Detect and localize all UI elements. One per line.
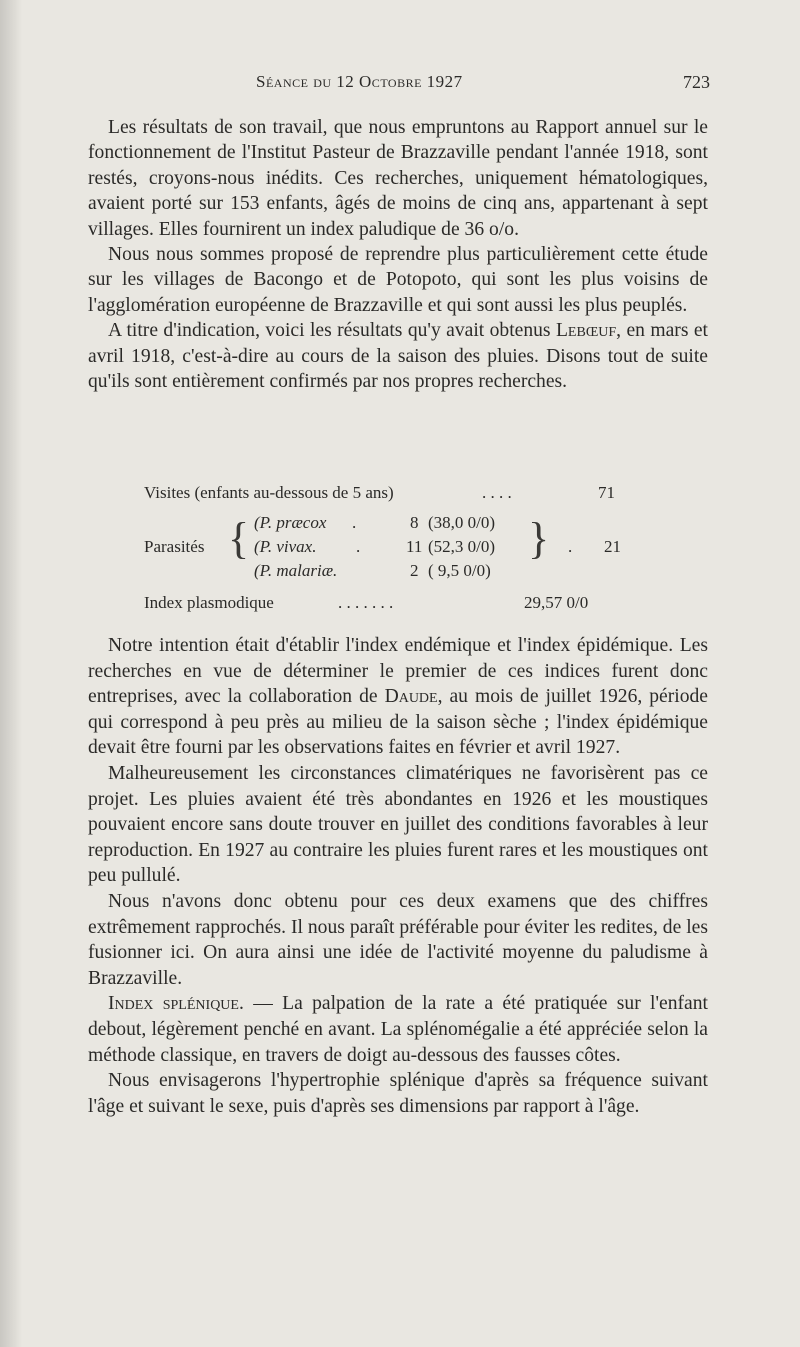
body-text-bottom xyxy=(88,633,708,1119)
paragraph-3 xyxy=(88,318,708,394)
visits-row xyxy=(144,483,615,503)
paragraph-6: Nous n'avons donc obtenu pour ces deux examens que des chiffres extrêmement rapprochés. Il nous paraît préférable pour éviter les redites, de les fusionner ici. On aura ainsi une idée de l'activité moyenne du paludisme à Brazzaville. xyxy=(88,890,708,989)
paragraph-4-text-b: , au mois de juillet 1926, période qui correspond à peu près au milieu de la saison sèche ; l'index épidémique devait être fourni par les observations faites en février et avril 1927. xyxy=(88,686,709,759)
index-value: 29,57 0/0 xyxy=(524,593,589,612)
visits-label: Visites (enfants au-dessous de 5 ans) xyxy=(144,483,394,502)
left-brace-glyph: { xyxy=(228,514,250,563)
running-head: Séance du 12 Octobre 1927 xyxy=(256,72,463,91)
species-name: (P. præcox xyxy=(254,513,327,532)
paragraph-2: Nous nous sommes proposé de reprendre plus particulièrement cette étude sur les villages de Bacongo et de Potopoto, qui sont les plus voisins de l'agglomération européenne de Brazzaville et qui sont aussi les plus peuplés. xyxy=(88,244,708,316)
visits-value: 71 xyxy=(598,483,615,502)
species-dot: . xyxy=(356,537,361,556)
species-count: 8 xyxy=(410,513,419,532)
species-row xyxy=(254,537,316,557)
index-row xyxy=(144,593,274,613)
paragraph-7 xyxy=(88,991,708,1068)
section-heading-index-splenique: Index splénique. xyxy=(108,993,244,1015)
author-daude: Daude xyxy=(384,686,438,708)
species-dot: . xyxy=(352,513,357,532)
page-edge-shadow xyxy=(0,0,22,1347)
paragraph-4-text-a: Notre intention était d'établir l'index endémique et l'index épidémique. Les recherches en vue de déterminer le premier de ces indices furent donc entreprises, avec la collaboration de xyxy=(88,635,708,708)
index-dots: . . . . . . . xyxy=(338,593,394,612)
species-row xyxy=(254,513,326,533)
paragraph-4 xyxy=(88,633,708,761)
author-leboeuf: Lebœuf xyxy=(555,320,617,342)
paragraph-3-text-b: , en mars et avril 1918, c'est-à-dire au cours de la saison des pluies. Disons tout de suite qu'ils sont entièrement confirmés par nos propres recherches. xyxy=(88,320,708,393)
paragraph-5: Malheureusement les circonstances climatériques ne favorisèrent pas ce projet. Les pluies avaient été très abondantes en 1926 et les moustiques pouvaient encore sans doute trouver en juillet des conditions favorables à leur reproduction. En 1927 au contraire les pluies furent rares et les moustiques ont peu pullulé. xyxy=(88,762,708,887)
species-pct: (52,3 0/0) xyxy=(428,537,496,556)
species-pct: (38,0 0/0) xyxy=(428,513,496,532)
visits-dots: . . . . xyxy=(482,483,512,502)
species-name: (P. malariæ. xyxy=(254,561,338,580)
paragraph-3-text-a: A titre d'indication, voici les résultats qu'y avait obtenus xyxy=(108,320,551,342)
paragraph-8: Nous envisagerons l'hypertrophie splénique d'après sa fréquence suivant l'âge et suivant le sexe, puis d'après ses dimensions par rapport à l'âge. xyxy=(88,1070,708,1117)
page-number: 723 xyxy=(683,72,710,92)
paragraph-7-text: — La palpation de la rate a été pratiquée sur l'enfant debout, légèrement penché en avant. La splénomégalie a été appréciée selon la méthode classique, en travers de doigt au-dessous des fausses côtes. xyxy=(88,993,708,1066)
species-count: 2 xyxy=(410,561,419,580)
body-text-top xyxy=(88,115,708,394)
parasites-value: 21 xyxy=(604,537,621,556)
parasites-label: Parasités xyxy=(144,537,205,556)
paragraph-1: Les résultats de son travail, que nous empruntons au Rapport annuel sur le fonctionnement de l'Institut Pasteur de Brazzaville pendant l'année 1918, sont restés, croyons-nous inédits. Ces recherches, uniquement hématologiques, avaient porté sur 153 enfants, âgés de moins de cinq ans, appartenant à sept villages. Elles fournirent un index paludique de 36 o/o. xyxy=(88,117,708,240)
species-name: (P. vivax. xyxy=(254,537,317,556)
species-pct: ( 9,5 0/0) xyxy=(428,561,491,580)
right-brace-glyph: } xyxy=(528,514,550,563)
species-count: 11 xyxy=(406,537,423,556)
parasites-dot: . xyxy=(568,537,573,556)
index-label: Index plasmodique xyxy=(144,593,274,612)
page-header xyxy=(88,72,708,98)
species-row xyxy=(254,561,337,581)
